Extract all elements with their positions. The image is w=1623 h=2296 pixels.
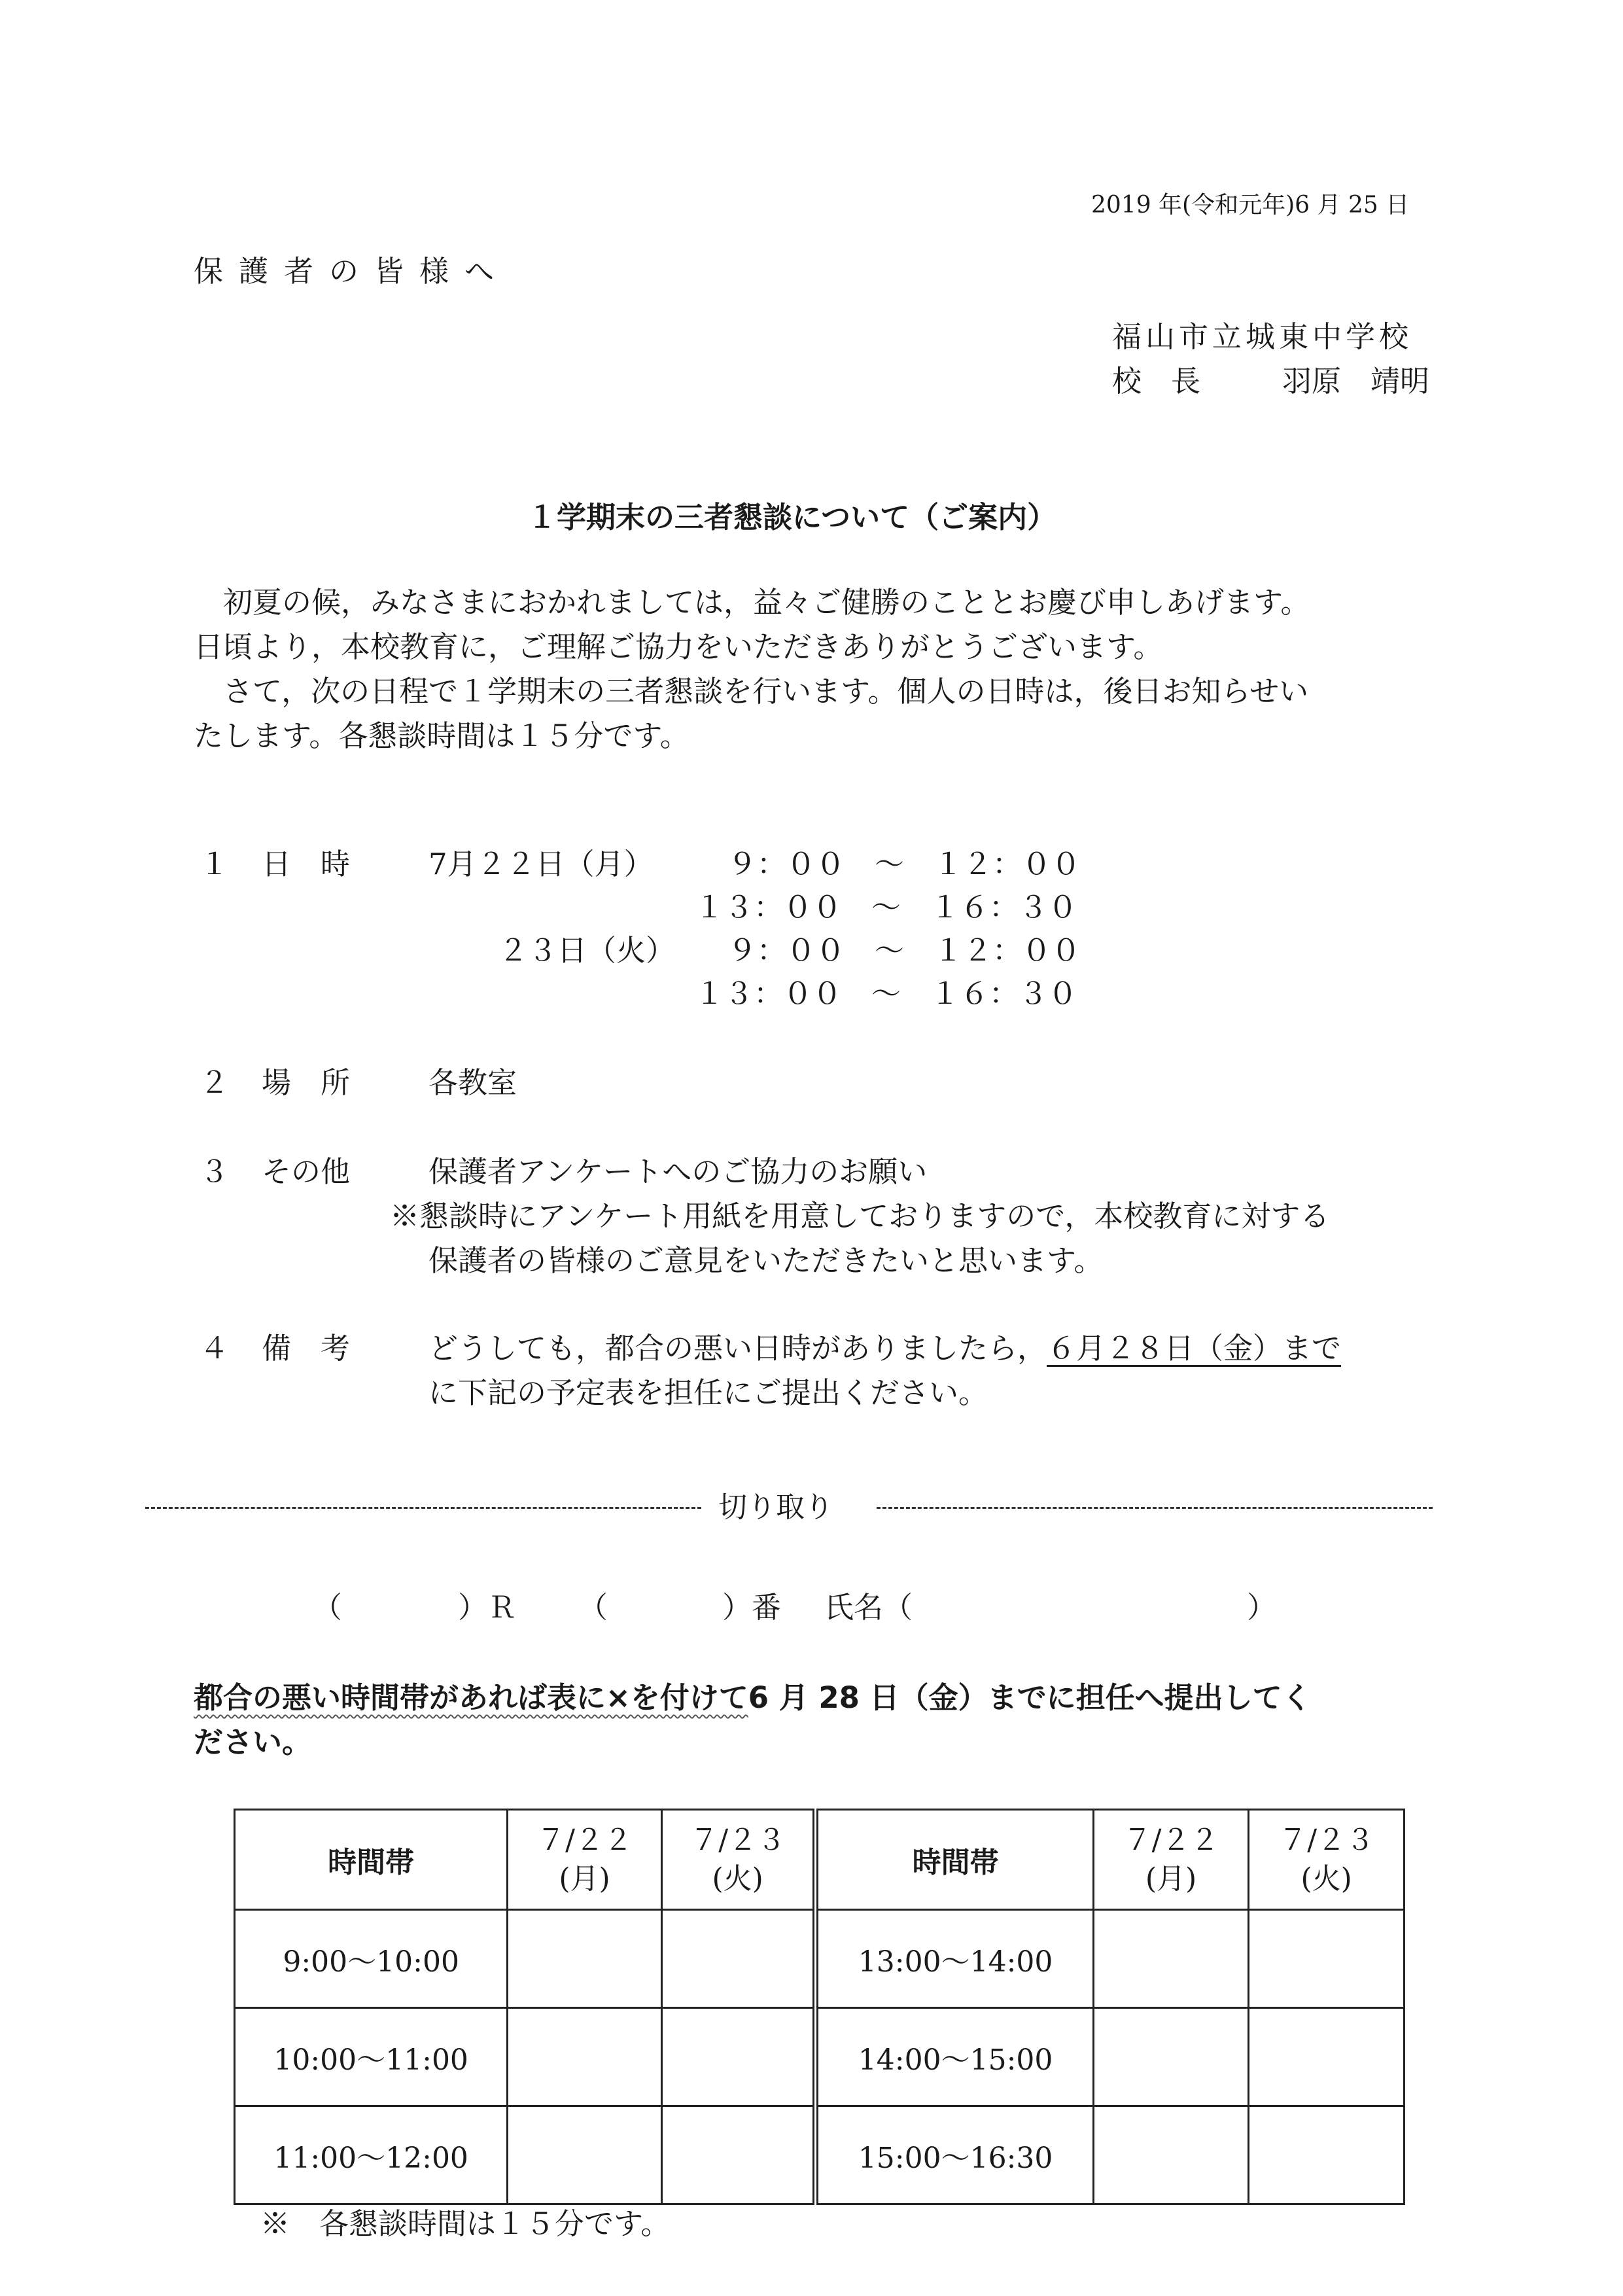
item3-note-2: 保護者の皆様のご意見をいただきたいと思います。 bbox=[428, 1243, 1104, 1278]
form-number-ban: ）番 bbox=[722, 1590, 782, 1625]
sender-name: 羽原 靖明 bbox=[1282, 364, 1430, 398]
item3-text: 保護者アンケートへのご協力のお願い bbox=[428, 1154, 928, 1189]
header-day-text: (火) bbox=[1300, 1862, 1352, 1896]
mark-cell[interactable] bbox=[1249, 1910, 1405, 2008]
item4-text-before: どうしても，都合の悪い日時がありましたら， bbox=[428, 1331, 1047, 1366]
time-slot-cell: 10:00～11:00 bbox=[235, 2008, 508, 2106]
sender-school: 福山市立城東中学校 bbox=[1112, 319, 1413, 354]
header-date-text: ７/２２ bbox=[1123, 1823, 1219, 1857]
table-row bbox=[235, 2008, 1405, 2106]
header-day-text: (月) bbox=[1145, 1862, 1197, 1896]
mark-cell[interactable] bbox=[661, 2008, 816, 2106]
header-time-right: 時間帯 bbox=[816, 1810, 1093, 1910]
header-date-text: ７/２３ bbox=[1278, 1823, 1375, 1857]
mark-cell[interactable] bbox=[661, 2106, 816, 2204]
header-date-text: ７/２３ bbox=[689, 1823, 786, 1857]
instruction-emphasis: 都合の悪い時間帯があれば表に×を付けて bbox=[194, 1680, 748, 1715]
time-slot-cell: 11:00～12:00 bbox=[235, 2106, 508, 2204]
cut-line-left bbox=[145, 1507, 701, 1509]
body-line-3: さて，次の日程で１学期末の三者懇談を行います。個人の日時は，後日お知らせい bbox=[194, 674, 1309, 709]
item4-label: 備 考 bbox=[262, 1331, 351, 1366]
time-slot-cell: 15:00～16:30 bbox=[816, 2106, 1093, 2204]
time-slot-cell: 9:00～10:00 bbox=[235, 1910, 508, 2008]
form-name-label: 氏名（ bbox=[824, 1590, 913, 1625]
item4-number: ４ bbox=[200, 1331, 230, 1366]
mark-cell[interactable] bbox=[1093, 2008, 1249, 2106]
mark-cell[interactable] bbox=[508, 2106, 662, 2204]
header-date-text: ７/２２ bbox=[536, 1823, 633, 1857]
body-line-2: 日頃より，本校教育に，ご理解ご協力をいただきありがとうございます。 bbox=[194, 629, 1163, 664]
item4-text bbox=[428, 1331, 1342, 1366]
footnote: ※ 各懇談時間は１５分です。 bbox=[260, 2206, 671, 2241]
item1-number: １ bbox=[200, 847, 230, 881]
header-time-left: 時間帯 bbox=[235, 1810, 508, 1910]
item3-number: ３ bbox=[200, 1154, 230, 1189]
mark-cell[interactable] bbox=[1249, 2106, 1405, 2204]
form-class-open: （ bbox=[313, 1590, 343, 1625]
item4-line-2: に下記の予定表を担任にご提出ください。 bbox=[428, 1375, 988, 1410]
body-line-4: たします。各懇談時間は１５分です。 bbox=[194, 718, 689, 753]
time-slot-cell: 13:00～14:00 bbox=[816, 1910, 1093, 2008]
item1-time-4: １３：００ ～ １６：３０ bbox=[695, 976, 1078, 1011]
item1-label: 日 時 bbox=[262, 847, 351, 881]
mark-cell[interactable] bbox=[508, 1910, 662, 2008]
body-line-1: 初夏の候，みなさまにおかれましては，益々ご健勝のこととお慶び申しあげます。 bbox=[194, 585, 1310, 620]
header-date-722-left bbox=[508, 1810, 662, 1910]
item3-note-1: ※懇談時にアンケート用紙を用意しておりますので，本校教育に対する bbox=[390, 1199, 1330, 1233]
header-day-text: (火) bbox=[712, 1862, 763, 1896]
sender-title: 校 長 bbox=[1112, 364, 1201, 398]
item1-time-1: ９：００ ～ １２：００ bbox=[727, 847, 1081, 881]
instruction-line-1 bbox=[194, 1680, 1312, 1715]
instruction-rest: 6 月 28 日（金）までに担任へ提出してく bbox=[748, 1680, 1312, 1715]
header-date-722-right bbox=[1093, 1810, 1249, 1910]
mark-cell[interactable] bbox=[1093, 2106, 1249, 2204]
cut-label: 切り取り bbox=[718, 1491, 833, 1524]
mark-cell[interactable] bbox=[508, 2008, 662, 2106]
mark-cell[interactable] bbox=[1093, 1910, 1249, 2008]
item1-day-3: ２３日（火） bbox=[498, 933, 676, 968]
item1-time-2: １３：００ ～ １６：３０ bbox=[695, 890, 1078, 925]
recipient-line: 保護者の皆様へ bbox=[194, 254, 510, 289]
item4-deadline: ６月２８日（金）まで bbox=[1047, 1331, 1342, 1366]
form-name-close: ） bbox=[1247, 1590, 1277, 1625]
mark-cell[interactable] bbox=[661, 1910, 816, 2008]
item3-label: その他 bbox=[262, 1154, 351, 1189]
cut-line-right bbox=[877, 1507, 1433, 1509]
header-day-text: (月) bbox=[559, 1862, 610, 1896]
item2-label: 場 所 bbox=[262, 1065, 351, 1100]
item1-day-1: 7月２２日（月） bbox=[428, 847, 654, 881]
mark-cell[interactable] bbox=[1249, 2008, 1405, 2106]
item2-text: 各教室 bbox=[428, 1065, 517, 1100]
table-row bbox=[235, 2106, 1405, 2204]
page-title: １学期末の三者懇談について（ご案内） bbox=[527, 500, 1057, 535]
schedule-table bbox=[234, 1809, 1405, 2205]
table-row bbox=[235, 1910, 1405, 2008]
time-slot-cell: 14:00～15:00 bbox=[816, 2008, 1093, 2106]
form-class-r: ）Ｒ bbox=[458, 1590, 517, 1625]
instruction-line-2: ださい。 bbox=[194, 1725, 312, 1759]
item2-number: ２ bbox=[200, 1065, 230, 1100]
item1-time-3: ９：００ ～ １２：００ bbox=[727, 933, 1081, 968]
header-date-723-left bbox=[661, 1810, 816, 1910]
document-date: 2019 年(令和元年)6 月 25 日 bbox=[1091, 192, 1410, 219]
header-date-723-right bbox=[1249, 1810, 1405, 1910]
form-number-open: （ bbox=[578, 1590, 608, 1625]
